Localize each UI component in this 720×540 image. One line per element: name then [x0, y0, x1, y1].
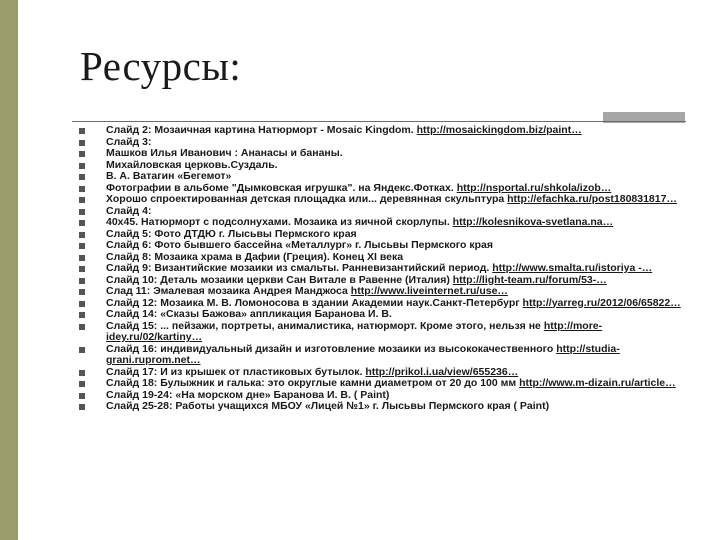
resource-list: [78, 125, 690, 413]
item-text: Слайд 3:: [106, 135, 152, 148]
item-text: Слайд 14: «Сказы Бажова» аппликация Баранова И. В.: [106, 308, 392, 320]
list-item: [78, 321, 690, 344]
resource-link[interactable]: http://prikol.i.ua/view/655236…: [365, 365, 519, 378]
item-text: В. А. Ватагин «Бегемот»: [106, 170, 232, 182]
square-bullet-icon: [79, 209, 85, 215]
square-bullet-icon: [79, 163, 85, 169]
square-bullet-icon: [79, 140, 85, 146]
left-decorative-band: [0, 0, 18, 540]
item-text: Слайд 2: Мозаичная картина Натюрморт - Mosaic Kingdom.: [106, 124, 417, 136]
list-item: [78, 125, 690, 137]
square-bullet-icon: [79, 197, 85, 203]
square-bullet-icon: [79, 393, 85, 399]
square-bullet-icon: [79, 128, 85, 134]
item-text: Слайд 15: ... пейзажи, портреты, анималистика, натюрморт. Кроме этого, нельзя не: [106, 319, 544, 332]
resource-link[interactable]: http://www.m-dizain.ru/article…: [519, 377, 676, 389]
item-text: Слайд 5: Фото ДТДЮ г. Лысьвы Пермского края: [106, 227, 357, 240]
square-bullet-icon: [79, 243, 85, 249]
item-text: Слайд 9: Византийские мозаики из смальты. Ранневизантийский период.: [106, 262, 493, 274]
square-bullet-icon: [79, 324, 85, 330]
slide-title: Ресурсы:: [80, 43, 242, 89]
square-bullet-icon: [79, 381, 85, 387]
list-item: [78, 401, 690, 413]
square-bullet-icon: [79, 255, 85, 261]
square-bullet-icon: [79, 186, 85, 192]
item-text: Слад 11: Эмалевая мозаика Андрея Манджоса: [106, 285, 351, 297]
resource-link[interactable]: http://www.liveinternet.ru/use…: [350, 285, 508, 297]
square-bullet-icon: [79, 301, 85, 307]
item-text: Фотографии в альбоме "Дымковская игрушка". на Яндекс.Фотках.: [106, 181, 457, 194]
square-bullet-icon: [79, 151, 85, 157]
item-text: Слайд 10: Деталь мозаики церкви Сан Витале в Равенне (Италия): [106, 273, 453, 286]
item-text: Слайд 16: индивидуальный дизайн и изготовление мозаики из высококачественного: [106, 342, 557, 355]
square-bullet-icon: [79, 220, 85, 226]
item-text: Слайд 17: И из крышек от пластиковых бутылок.: [106, 365, 366, 378]
resource-link[interactable]: http://more-idey.ru/02/kartiny…: [106, 319, 603, 343]
item-text: Михайловская церковь.Суздаль.: [106, 158, 278, 171]
item-text: Слайд 8: Мозаика храма в Дафии (Греция). Конец XI века: [106, 250, 404, 263]
item-text: Слайд 25-28: Работы учащихся МБОУ «Лицей №1» г. Лысьвы Пермского края ( Paint): [106, 400, 550, 412]
item-text: Хорошо спроектированная детская площадка или... деревянная скульптура: [106, 193, 508, 205]
resource-link[interactable]: http://nsportal.ru/shkola/izob…: [456, 181, 612, 194]
square-bullet-icon: [79, 266, 85, 272]
resource-link[interactable]: http://www.smalta.ru/istoriya -…: [492, 262, 653, 274]
item-text: 40х45. Натюрморт с подсолнухами. Мозаика из яичной скорлупы.: [106, 216, 453, 228]
title-divider: [72, 121, 686, 122]
resource-link[interactable]: http://light-team.ru/forum/53-…: [452, 273, 607, 286]
square-bullet-icon: [79, 370, 85, 376]
item-text: Машков Илья Иванович : Ананасы и бананы.: [106, 147, 343, 159]
resource-link[interactable]: http://studia-grani.ruprom.net…: [106, 342, 620, 366]
square-bullet-icon: [79, 278, 85, 284]
item-text: Слайд 6: Фото бывшего бассейна «Металлург» г. Лысьвы Пермского края: [106, 239, 493, 251]
resource-link[interactable]: http://efachka.ru/post180831817…: [507, 193, 677, 205]
list-item: [78, 194, 690, 206]
resource-link[interactable]: http://yarreg.ru/2012/06/65822…: [522, 296, 681, 309]
item-text: Слайд 19-24: «На морском дне» Баранова И. В. ( Paint): [106, 388, 390, 401]
square-bullet-icon: [79, 174, 85, 180]
square-bullet-icon: [79, 347, 85, 353]
resource-link[interactable]: http://mosaickingdom.biz/paint…: [416, 124, 582, 136]
item-text: Слайд 18: Булыжник и галька: это округлые камни диаметром от 20 до 100 мм: [106, 377, 520, 389]
square-bullet-icon: [79, 312, 85, 318]
square-bullet-icon: [79, 404, 85, 410]
square-bullet-icon: [79, 232, 85, 238]
list-item: [78, 344, 690, 367]
resource-link[interactable]: http://kolesnikova-svetlana.na…: [452, 216, 614, 228]
item-text: Слайд 12: Мозаика М. В. Ломоносова в здании Академии наук.Санкт-Петербург: [106, 296, 523, 309]
item-text: Слайд 4:: [106, 204, 152, 217]
square-bullet-icon: [79, 289, 85, 295]
